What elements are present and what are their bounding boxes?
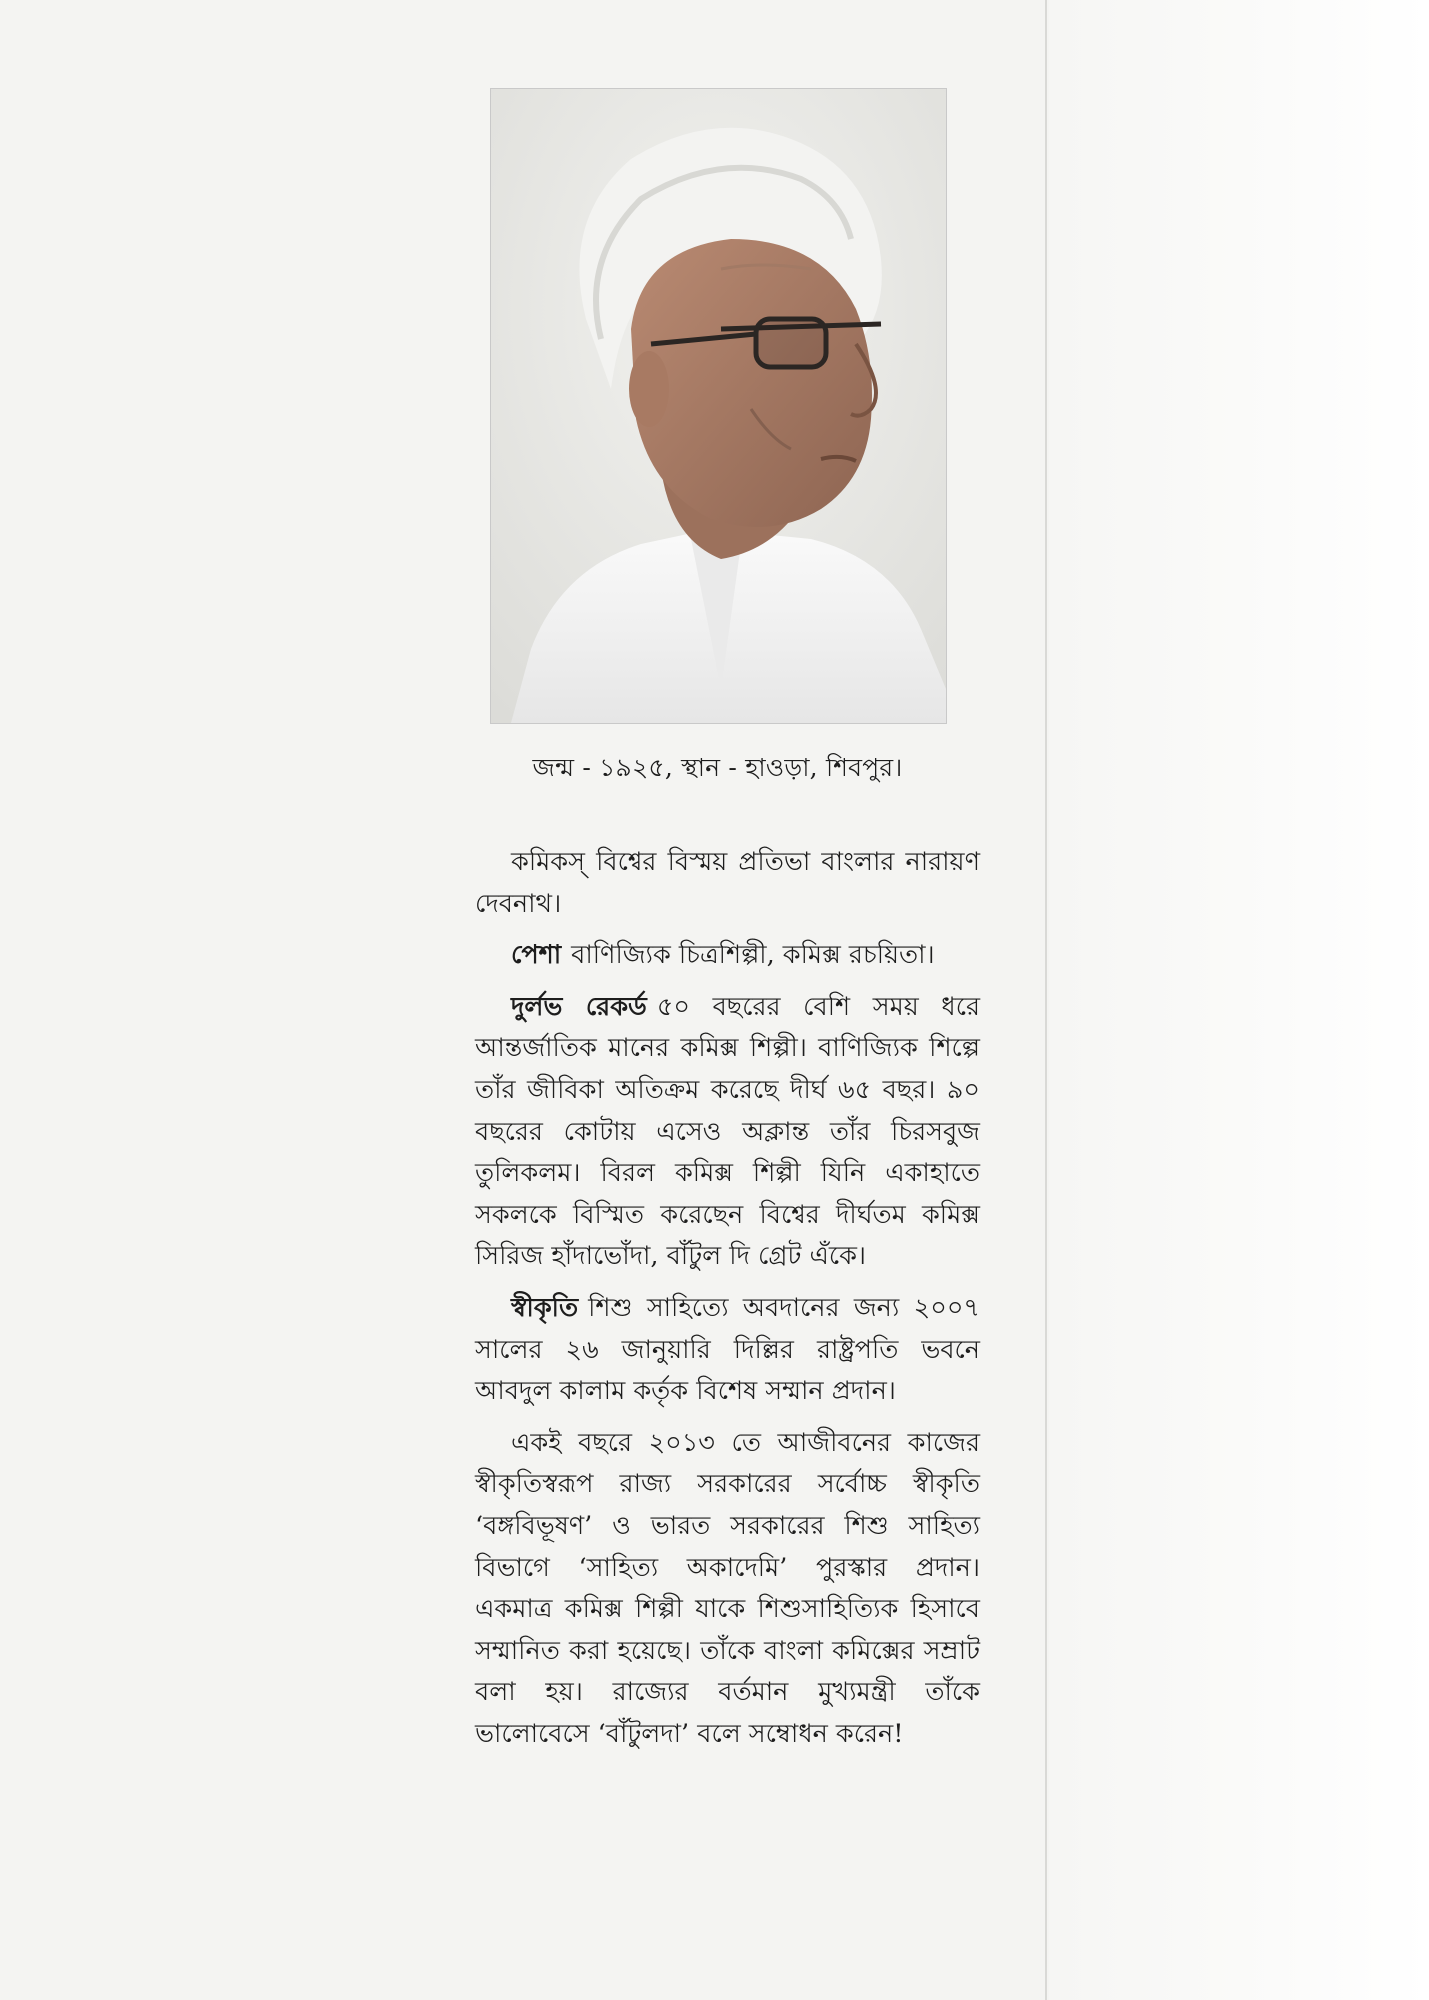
page-edge bbox=[1045, 0, 1047, 2000]
bio-recognition bbox=[475, 1288, 980, 1413]
portrait-illustration bbox=[491, 89, 946, 723]
profession-text: বাণিজ্যিক চিত্রশিল্পী, কমিক্স রচয়িতা। bbox=[571, 940, 935, 971]
bio-record bbox=[475, 987, 980, 1278]
record-text: ৫০ বছরের বেশি সময় ধরে আন্তর্জাতিক মানের কমিক্স শিল্পী। বাণিজ্যিক শিল্পে তাঁর জীবিকা অতিক্রম করেছে দীর্ঘ ৬৫ বছর। ৯০ বছরের কোটায় এসেও অক্লান্ত তাঁর চিরসবুজ তুলিকলম। বিরল কমিক্স শিল্পী যিনি একাহাতে সকলকে বিস্মিত করেছেন বিশ্বের দীর্ঘতম কমিক্স সিরিজ হাঁদাভোঁদা, বাঁটুল দি গ্রেট এঁকে। bbox=[475, 991, 980, 1272]
bio-intro: কমিকস্ বিশ্বের বিস্ময় প্রতিভা বাংলার নারায়ণ দেবনাথ। bbox=[475, 847, 980, 919]
bio-closing: একই বছরে ২০১৩ তে আজীবনের কাজের স্বীকৃতিস্বরূপ রাজ্য সরকারের সর্বোচ্চ স্বীকৃতি ‘বঙ্গবিভূষণ’ ও ভারত সরকারের শিশু সাহিত্য বিভাগে ‘সাহিত্য অকাদেমি’ পুরস্কার প্রদান। একমাত্র কমিক্স শিল্পী যাকে শিশুসাহিত্যিক হিসাবে সম্মানিত করা হয়েছে। তাঁকে বাংলা কমিক্সের সম্রাট বলা হয়। রাজ্যের বর্তমান মুখ্যমন্ত্রী তাঁকে ভালোবেসে ‘বাঁটুলদা’ বলে সম্বোধন করেন! bbox=[475, 1427, 980, 1749]
photo-caption: জন্ম - ১৯২৫, স্থান - হাওড়া, শিবপুর। bbox=[532, 753, 903, 782]
biography-text bbox=[475, 842, 980, 1765]
portrait-photo bbox=[490, 88, 947, 724]
page-shade bbox=[1049, 0, 1429, 2000]
profession-label: পেশা bbox=[511, 940, 562, 971]
recognition-label: স্বীকৃতি bbox=[511, 1292, 579, 1323]
record-label: দুর্লভ রেকর্ড bbox=[511, 991, 647, 1022]
bio-profession bbox=[475, 935, 980, 977]
recognition-text: শিশু সাহিত্যে অবদানের জন্য ২০০৭ সালের ২৬ জানুয়ারি দিল্লির রাষ্ট্রপতি ভবনে আবদুল কালাম কর্তৃক বিশেষ সম্মান প্রদান। bbox=[475, 1292, 980, 1407]
